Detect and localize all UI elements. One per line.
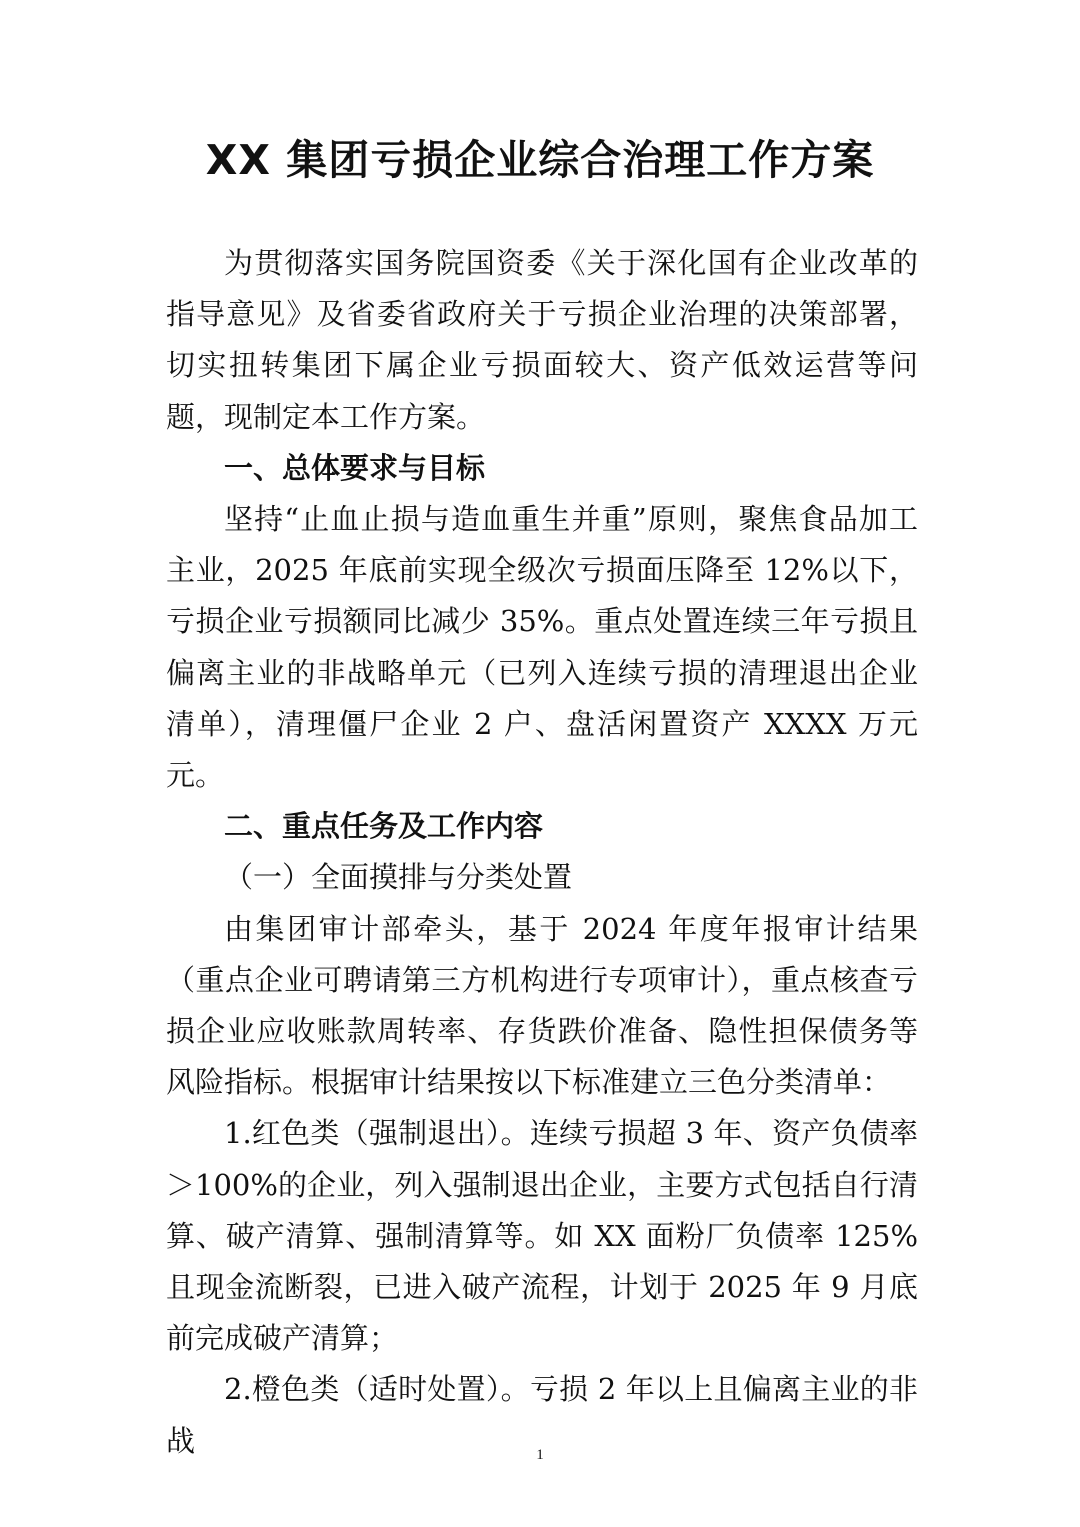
red-category-paragraph: 1.红色类（强制退出）。连续亏损超 3 年、资产负债率＞100%的企业，列入强制退出企业，主要方式包括自行清算、破产清算、强制清算等。如 XX 面粉厂负债率 125%且现金流断裂，已进入破产流程，计划于 2025 年 9 月底前完成破产清算； [166, 1116, 918, 1356]
subsection-heading-1: （一）全面摸排与分类处置 [224, 860, 573, 895]
section-heading-1: 一、总体要求与目标 [224, 450, 486, 485]
document-title: XX 集团亏损企业综合治理工作方案 [205, 136, 875, 184]
audit-paragraph: 由集团审计部牵头，基于 2024 年度年报审计结果（重点企业可聘请第三方机构进行专项审计），重点核查亏损企业应收账款周转率、存货跌价准备、隐性担保债务等风险指标。根据审计结果按以下标准建立三色分类清单： [166, 911, 918, 1100]
orange-category-paragraph: 2.橙色类（适时处置）。亏损 2 年以上且偏离主业的非战 [166, 1372, 918, 1458]
goals-paragraph: 坚持“止血止损与造血重生并重”原则，聚焦食品加工主业，2025 年底前实现全级次亏损面压降至 12%以下，亏损企业亏损额同比减少 35%。重点处置连续三年亏损且偏离主业的非战略单元（已列入连续亏损的清理退出企业清单），清理僵尸企业 2 户、盘活闲置资产 XXXX 万元元。 [166, 502, 918, 793]
page-number: 1 [536, 1447, 544, 1463]
document-body [166, 238, 918, 1467]
section-heading-2: 二、重点任务及工作内容 [224, 809, 544, 844]
intro-paragraph: 为贯彻落实国务院国资委《关于深化国有企业改革的指导意见》及省委省政府关于亏损企业治理的决策部署，切实扭转集团下属企业亏损面较大、资产低效运营等问题，现制定本工作方案。 [166, 246, 918, 434]
